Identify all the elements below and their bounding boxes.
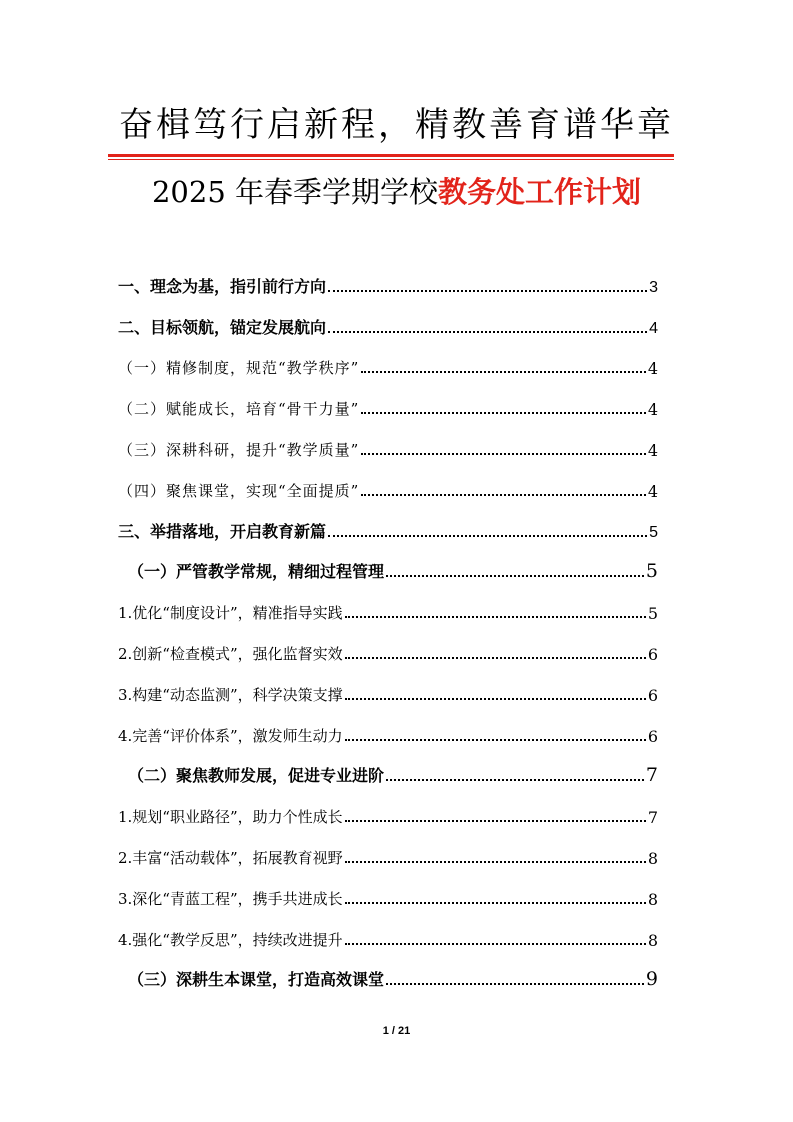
toc-entry[interactable]: [118, 429, 658, 470]
toc-entry-title: （二）赋能成长，培育“骨干力量”: [118, 400, 360, 419]
toc-entry-title: 2.创新“检查模式”，强化监督实效: [118, 644, 343, 663]
toc-entry-title: 3.构建“动态监测”，科学决策支撑: [118, 685, 343, 704]
toc-entry-title: （一）精修制度，规范“教学秩序”: [118, 359, 360, 378]
toc-entry-title: 1.规划“职业路径”，助力个性成长: [118, 808, 343, 827]
toc-leader-dots: [361, 412, 645, 414]
toc-entry-title: 4.强化“教学反思”，持续改进提升: [118, 930, 343, 949]
title-divider-thin: [108, 159, 674, 160]
toc-entry-page: 7: [647, 808, 658, 828]
toc-leader-dots: [345, 943, 646, 945]
subtitle-prefix: 2025 年春季学期学校: [151, 175, 438, 209]
toc-entry-page: 4: [647, 359, 658, 379]
toc-entry-title: （二）聚焦教师发展，促进专业进阶: [128, 768, 385, 786]
toc-entry-title: （四）聚焦课堂，实现“全面提质”: [118, 481, 360, 500]
toc-leader-dots: [345, 739, 646, 741]
toc-entry-page: 4: [649, 319, 658, 337]
subtitle-highlight: 教务处工作计划: [438, 175, 642, 209]
toc-entry-page: 6: [647, 726, 658, 746]
toc-leader-dots: [386, 983, 644, 985]
toc-entry[interactable]: [118, 266, 658, 307]
toc-leader-dots: [345, 902, 646, 904]
toc-leader-dots: [345, 820, 646, 822]
toc-entry-title: （一）严管教学常规，精细过程管理: [128, 564, 385, 582]
toc-leader-dots: [345, 861, 646, 863]
toc-entry[interactable]: [118, 348, 658, 389]
toc-leader-dots: [328, 290, 647, 292]
toc-entry-title: 三、举措落地，开启教育新篇: [118, 523, 327, 541]
toc-entry[interactable]: [118, 674, 658, 715]
toc-leader-dots: [328, 535, 647, 537]
toc-leader-dots: [361, 453, 645, 455]
toc-entry-page: 8: [647, 930, 658, 950]
toc-leader-dots: [386, 779, 644, 781]
toc-entry[interactable]: [118, 511, 658, 552]
toc-entry[interactable]: [118, 592, 658, 633]
page-number: 1 / 21: [382, 1025, 411, 1037]
toc-entry[interactable]: [118, 919, 658, 960]
toc-leader-dots: [345, 657, 646, 659]
toc-entry-title: 3.深化“青蓝工程”，携手共进成长: [118, 889, 343, 908]
toc-entry-page: 8: [647, 848, 658, 868]
toc-entry-page: 5: [647, 604, 658, 624]
toc-leader-dots: [361, 494, 645, 496]
toc-entry-title: （三）深耕科研，提升“教学质量”: [118, 440, 360, 459]
toc-entry[interactable]: [118, 552, 658, 593]
document-title: 奋楫笃行启新程，精教善育谱华章: [119, 105, 674, 145]
toc-entry[interactable]: [118, 307, 658, 348]
toc-entry-page: 8: [647, 889, 658, 909]
toc-entry-page: 5: [645, 560, 658, 583]
toc-entry-title: 二、目标领航，锚定发展航向: [118, 319, 327, 337]
toc-entry-title: （三）深耕生本课堂，打造高效课堂: [128, 972, 385, 990]
document-subtitle: [0, 164, 793, 220]
toc-entry[interactable]: [118, 633, 658, 674]
toc-entry-title: 1.优化“制度设计”，精准指导实践: [118, 604, 343, 623]
toc-leader-dots: [386, 575, 644, 577]
toc-entry-page: 6: [647, 644, 658, 664]
toc-leader-dots: [328, 331, 647, 333]
toc-entry[interactable]: [118, 837, 658, 878]
toc-entry[interactable]: [118, 715, 658, 756]
toc-entry-title: 2.丰富“活动载体”，拓展教育视野: [118, 848, 343, 867]
toc-entry-title: 一、理念为基，指引前行方向: [118, 278, 327, 296]
toc-entry[interactable]: [118, 878, 658, 919]
toc-entry-page: 7: [645, 764, 658, 787]
table-of-contents: [118, 266, 658, 1000]
toc-entry[interactable]: [118, 796, 658, 837]
toc-entry-page: 4: [647, 481, 658, 501]
toc-entry-page: 9: [645, 968, 658, 991]
toc-entry-page: 3: [649, 278, 658, 296]
toc-entry[interactable]: [118, 470, 658, 511]
title-divider-thick: [108, 154, 674, 157]
toc-entry-title: 4.完善“评价体系”，激发师生动力: [118, 726, 343, 745]
toc-entry[interactable]: [118, 388, 658, 429]
toc-leader-dots: [361, 371, 645, 373]
toc-entry-page: 6: [647, 685, 658, 705]
toc-entry[interactable]: [118, 756, 658, 797]
toc-entry-page: 5: [649, 523, 658, 541]
toc-entry[interactable]: [118, 960, 658, 1001]
toc-leader-dots: [345, 698, 646, 700]
toc-entry-page: 4: [647, 400, 658, 420]
toc-entry-page: 4: [647, 440, 658, 460]
toc-leader-dots: [345, 616, 646, 618]
